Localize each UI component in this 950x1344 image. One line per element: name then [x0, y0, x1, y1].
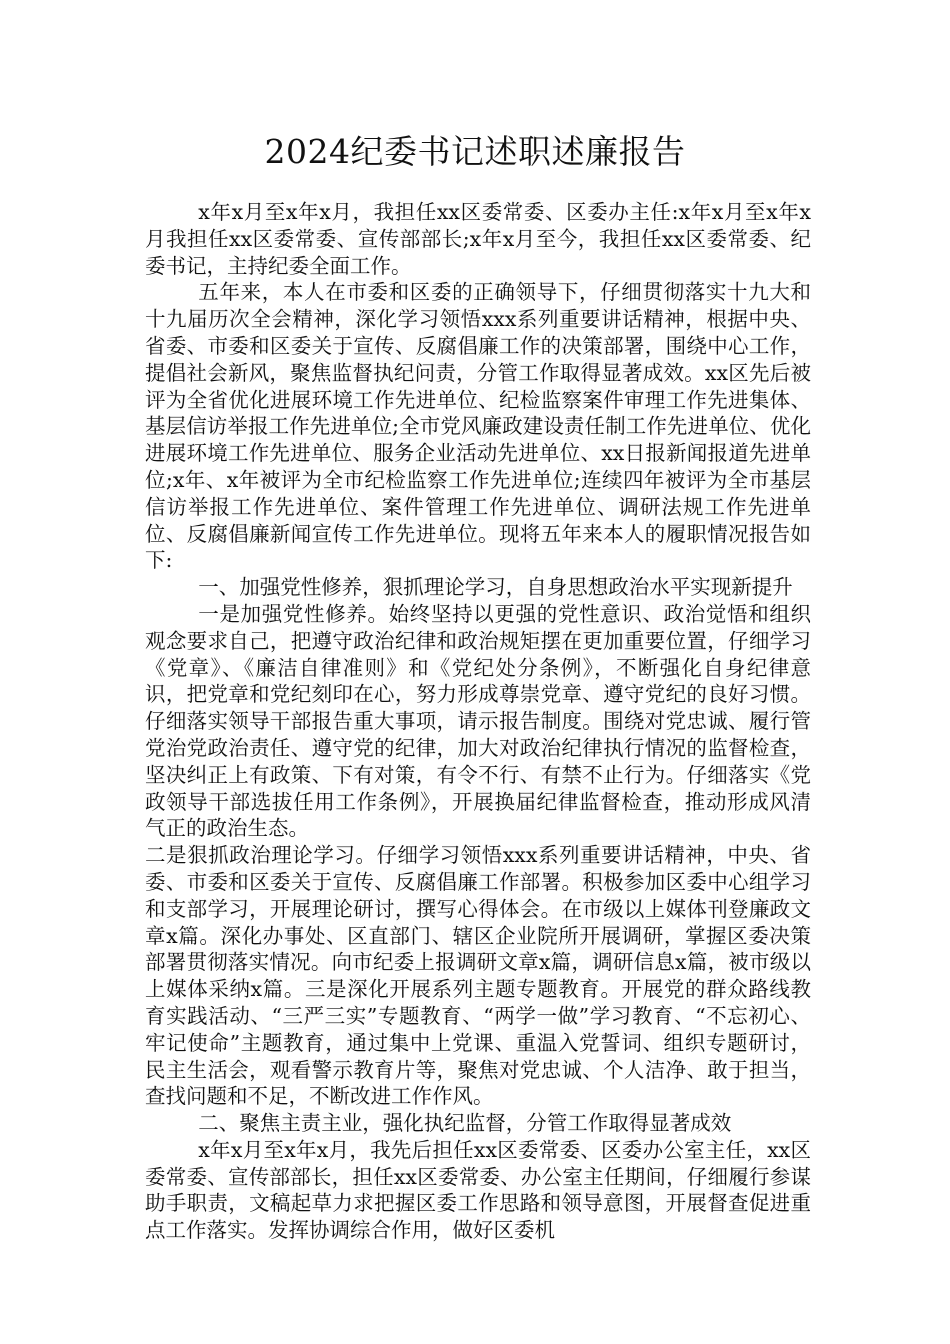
paragraph-party-spirit: 一是加强党性修养。始终坚持以更强的党性意识、政治觉悟和组织观念要求自己，把遵守政治纪律和政治规矩摆在更加重要位置，仔细学习《党章》、《廉洁自律准则》和《党纪处分条例》，不断强化自身纪律意识，把党章和党纪刻印在心，努力形成尊崇党章、遵守党纪的良好习惯。仔细落实领导干部报告重大事项，请示报告制度。围绕对党忠诚、履行管党治党政治责任、遵守党的纪律，加大对政治纪律执行情况的监督检查，坚决纠正上有政策、下有对策，有令不行、有禁不止行为。仔细落实《党政领导干部选拔任用工作条例》，开展换届纪律监督检查，推动形成风清气正的政治生态。 — [145, 601, 811, 841]
paragraph-theory-study: 二是狠抓政治理论学习。仔细学习领悟xxx系列重要讲话精神，中央、省委、市委和区委关于宣传、反腐倡廉工作部署。积极参加区委中心组学习和支部学习，开展理论研讨，撰写心得体会。在市级以上媒体刊登廉政文章x篇。深化办事处、区直部门、辖区企业院所开展调研，掌握区委决策部署贯彻落实情况。向市纪委上报调研文章x篇，调研信息x篇，被市级以上媒体采纳x篇。三是深化开展系列主题专题教育。开展党的群众路线教育实践活动、“三严三实”专题教育、“两学一做”学习教育、“不忘初心、牢记使命”主题教育，通过集中上党课、重温入党誓词、组织专题研讨，民主生活会，观看警示教育片等，聚焦对党忠诚、个人洁净、敢于担当，查找问题和不足，不断改进工作作风。 — [145, 843, 811, 1109]
document-title: 2024纪委书记述职述廉报告 — [264, 132, 686, 171]
section-heading-1: 一、加强党性修养，狠抓理论学习，自身思想政治水平实现新提升 — [198, 575, 793, 600]
paragraph-five-years-overview: 五年来，本人在市委和区委的正确领导下，仔细贯彻落实十九大和十九届历次全会精神，深化学习领悟xxx系列重要讲话精神，根据中央、省委、市委和区委关于宣传、反腐倡廉工作的决策部署，围绕中心工作，提倡社会新风，聚焦监督执纪问责，分管工作取得显著成效。xx区先后被评为全省优化进展环境工作先进单位、纪检监察案件审理工作先进集体、基层信访举报工作先进单位;全市党风廉政建设责任制工作先进单位、优化进展环境工作先进单位、服务企业活动先进单位、xx日报新闻报道先进单位;x年、x年被评为全市纪检监察工作先进单位;连续四年被评为全市基层信访举报工作先进单位、案件管理工作先进单位、调研法规工作先进单位、反腐倡廉新闻宣传工作先进单位。现将五年来本人的履职情况报告如下: — [145, 280, 811, 573]
paragraph-appointments: x年x月至x年x月，我担任xx区委常委、区委办主任:x年x月至x年x月我担任xx区委常委、宣传部部长;x年x月至今，我担任xx区委常委、纪委书记，主持纪委全面工作。 — [145, 200, 811, 278]
section-heading-2: 二、聚焦主责主业，强化执纪监督，分管工作取得显著成效 — [198, 1111, 732, 1136]
paragraph-office-duties: x年x月至x年x月，我先后担任xx区委常委、区委办公室主任，xx区委常委、宣传部部长，担任xx区委常委、办公室主任期间，仔细履行参谋助手职责，文稿起草力求把握区委工作思路和领导意图，开展督查促进重点工作落实。发挥协调综合作用，做好区委机 — [145, 1137, 811, 1243]
document-body — [145, 199, 811, 1244]
